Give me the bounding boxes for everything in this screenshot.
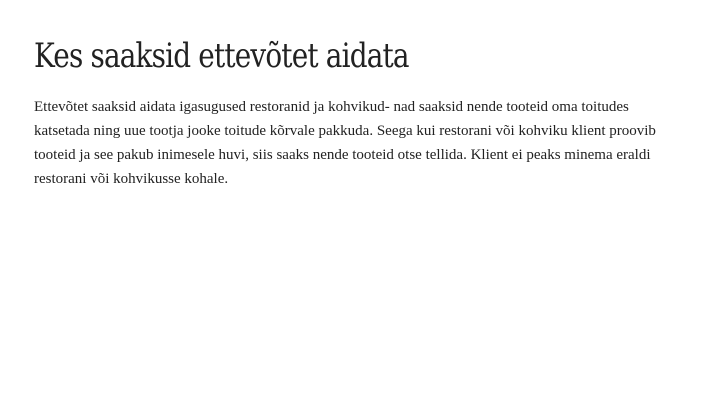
slide-title: Kes saaksid ettevõtet aidata: [34, 36, 409, 76]
slide-body-text: Ettevõtet saaksid aidata igasugused restoranid ja kohvikud- nad saaksid nende tooteid oma toitudes katsetada ning uue tootja jooke toitude kõrvale pakkuda. Seega kui restorani või kohviku klient proovib tooteid ja see pakub inimesele huvi, siis saaks nende tooteid otse tellida. Klient ei peaks minema eraldi restorani või kohvikusse kohale.: [34, 99, 656, 187]
